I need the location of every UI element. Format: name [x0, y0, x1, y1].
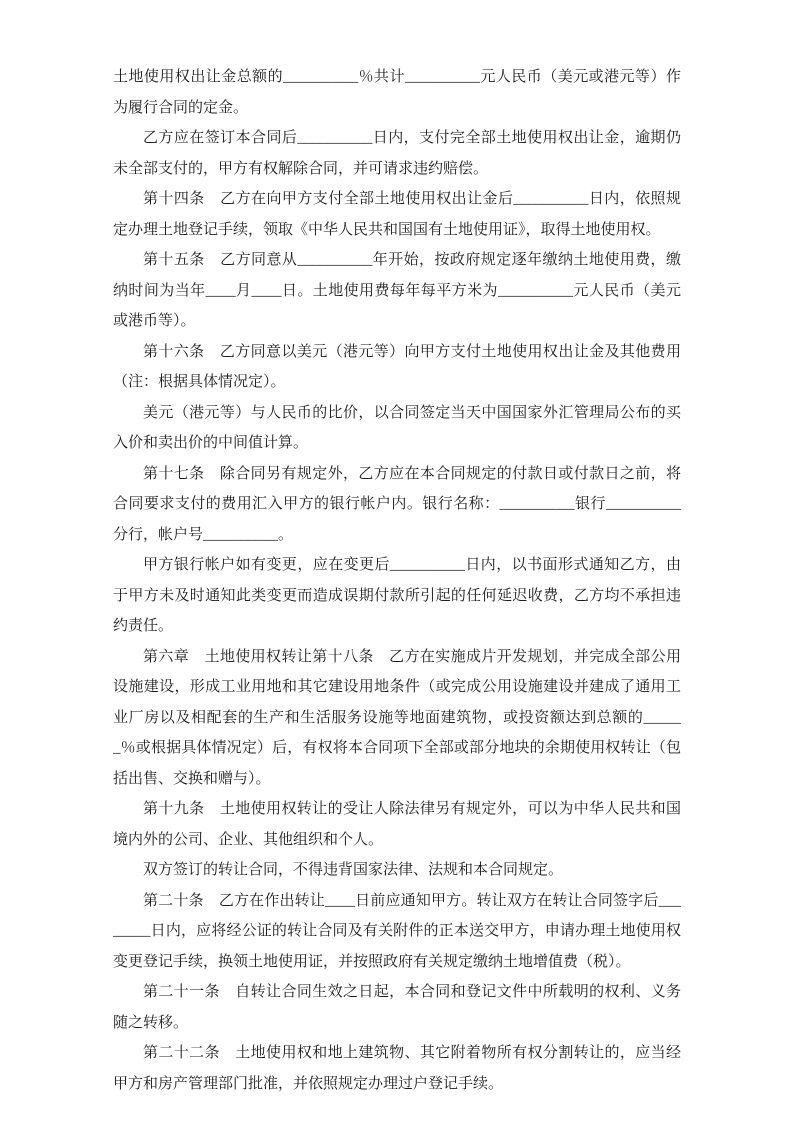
clause-20-transfer-notification: 第二十条 乙方在作出转让____日前应通知甲方。转让双方在转让合同签字后________日内，应将经公证的转让合同及有关附件的正本送交甲方，申请办理土地使用权变更登记手续，换领土地使用证，并按照政府有关规定缴纳土地增值费（税）。: [113, 892, 681, 970]
clause-22-split-transfer-approval: 第二十二条 土地使用权和地上建筑物、其它附着物所有权分割转让的，应当经甲方和房产管理部门批准，并依照规定办理过户登记手续。: [113, 1045, 681, 1092]
paragraph-bank-account-change: 甲方银行帐户如有变更，应在变更后__________日内，以书面形式通知乙方，由于甲方未及时通知此类变更而造成误期付款所引起的任何延迟收费，乙方均不承担违约责任。: [113, 557, 681, 634]
clause-19-transferee-scope: 第十九条 土地使用权转让的受让人除法律另有规定外，可以为中华人民共和国境内外的公司、企业、其他组织和个人。: [113, 801, 681, 848]
clause-14-land-registration: 第十四条 乙方在向甲方支付全部土地使用权出让金后__________日内，依照规定办理土地登记手续，领取《中华人民共和国国有土地使用证》，取得土地使用权。: [113, 191, 681, 238]
paragraph-payment-deadline: 乙方应在签订本合同后__________日内，支付完全部土地使用权出让金，逾期仍未全部支付的，甲方有权解除合同，并可请求违约赔偿。: [113, 130, 681, 177]
chapter-6-clause-18-transfer-rights: 第六章 土地使用权转让第十八条 乙方在实施成片开发规划，并完成全部公用设施建设，形成工业用地和其它建设用地条件（或完成公用设施建设并建成了通用工业厂房以及相配套的生产和生活服务设施等地面建筑物，或投资额达到总额的______％或根据具体情况定）后，有权将本合同项下全部或部分地块的余期使用权转让（包括出售、交换和赠与）。: [113, 648, 681, 787]
clause-16-currency-payment: 第十六条 乙方同意以美元（港元等）向甲方支付土地使用权出让金及其他费用（注：根据具体情况定）。: [113, 343, 681, 390]
clause-21-rights-obligations-transfer: 第二十一条 自转让合同生效之日起，本合同和登记文件中所载明的权利、义务随之转移。: [113, 984, 681, 1031]
clause-15-land-use-fee: 第十五条 乙方同意从__________年开始，按政府规定逐年缴纳土地使用费，缴纳时间为当年____月____日。土地使用费每年每平方米为__________元人民币（美元或港币等）。: [113, 252, 681, 329]
paragraph-transfer-contract-compliance: 双方签订的转让合同，不得违背国家法律、法规和本合同规定。: [143, 862, 564, 878]
paragraph-exchange-rate: 美元（港元等）与人民币的比价，以合同签定当天中国国家外汇管理局公布的买入价和卖出价的中间值计算。: [113, 404, 681, 451]
paragraph-deposit-continuation: 土地使用权出让金总额的__________％共计__________元人民币（美元或港元等）作为履行合同的定金。: [113, 69, 681, 116]
clause-17-bank-account: 第十七条 除合同另有规定外，乙方应在本合同规定的付款日或付款日之前，将合同要求支付的费用汇入甲方的银行帐户内。银行名称：__________银行__________分行，帐户号__________。: [113, 465, 681, 543]
